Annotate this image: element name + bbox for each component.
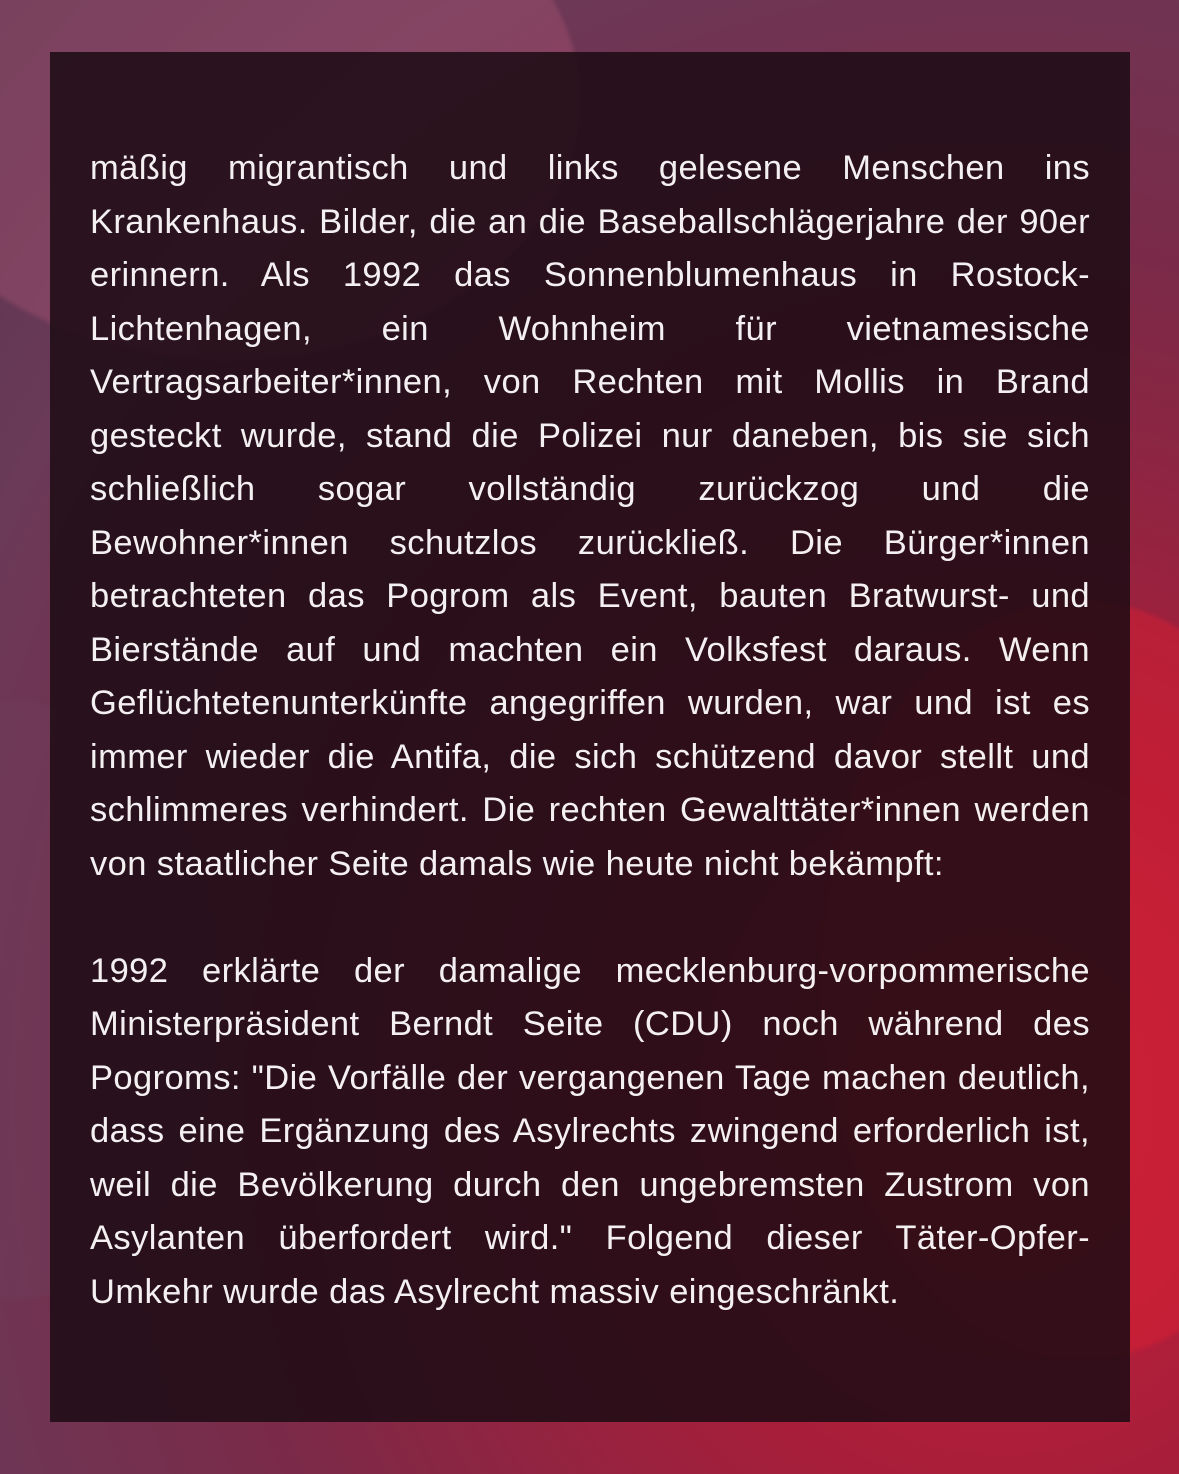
- paragraph-1: mäßig migrantisch und links gelesene Menschen ins Krankenhaus. Bilder, die an die Baseballschlägerjahre der 90er erinnern. Als 1992 das Sonnenblumenhaus in Rostock-Lichtenhagen, ein Wohnheim für vietnamesische Vertragsarbeiter*innen, von Rechten mit Mollis in Brand gesteckt wurde, stand die Polizei nur daneben, bis sie sich schließlich sogar vollständig zurückzog und die Bewohner*innen schutzlos zurückließ. Die Bürger*innen betrachteten das Pogrom als Event, bauten Bratwurst- und Bierstände auf und machten ein Volksfest daraus. Wenn Geflüchtetenunterkünfte angegriffen wurden, war und ist es immer wieder die Antifa, die sich schützend davor stellt und schlimmeres verhindert. Die rechten Gewalttäter*innen werden von staatlicher Seite damals wie heute nicht bekämpft:: [90, 149, 1090, 883]
- paragraph-2: 1992 erklärte der damalige mecklenburg-vorpommerische Ministerpräsident Berndt Seite (CDU) noch während des Pogroms: "Die Vorfälle der vergangenen Tage machen deutlich, dass eine Ergänzung des Asylrechts zwingend erforderlich ist, weil die Bevölkerung durch den ungebremsten Zustrom von Asylanten überfordert wird." Folgend dieser Täter-Opfer-Umkehr wurde das Asylrecht massiv eingeschränkt.: [90, 951, 1090, 1311]
- text-panel: [50, 52, 1130, 1422]
